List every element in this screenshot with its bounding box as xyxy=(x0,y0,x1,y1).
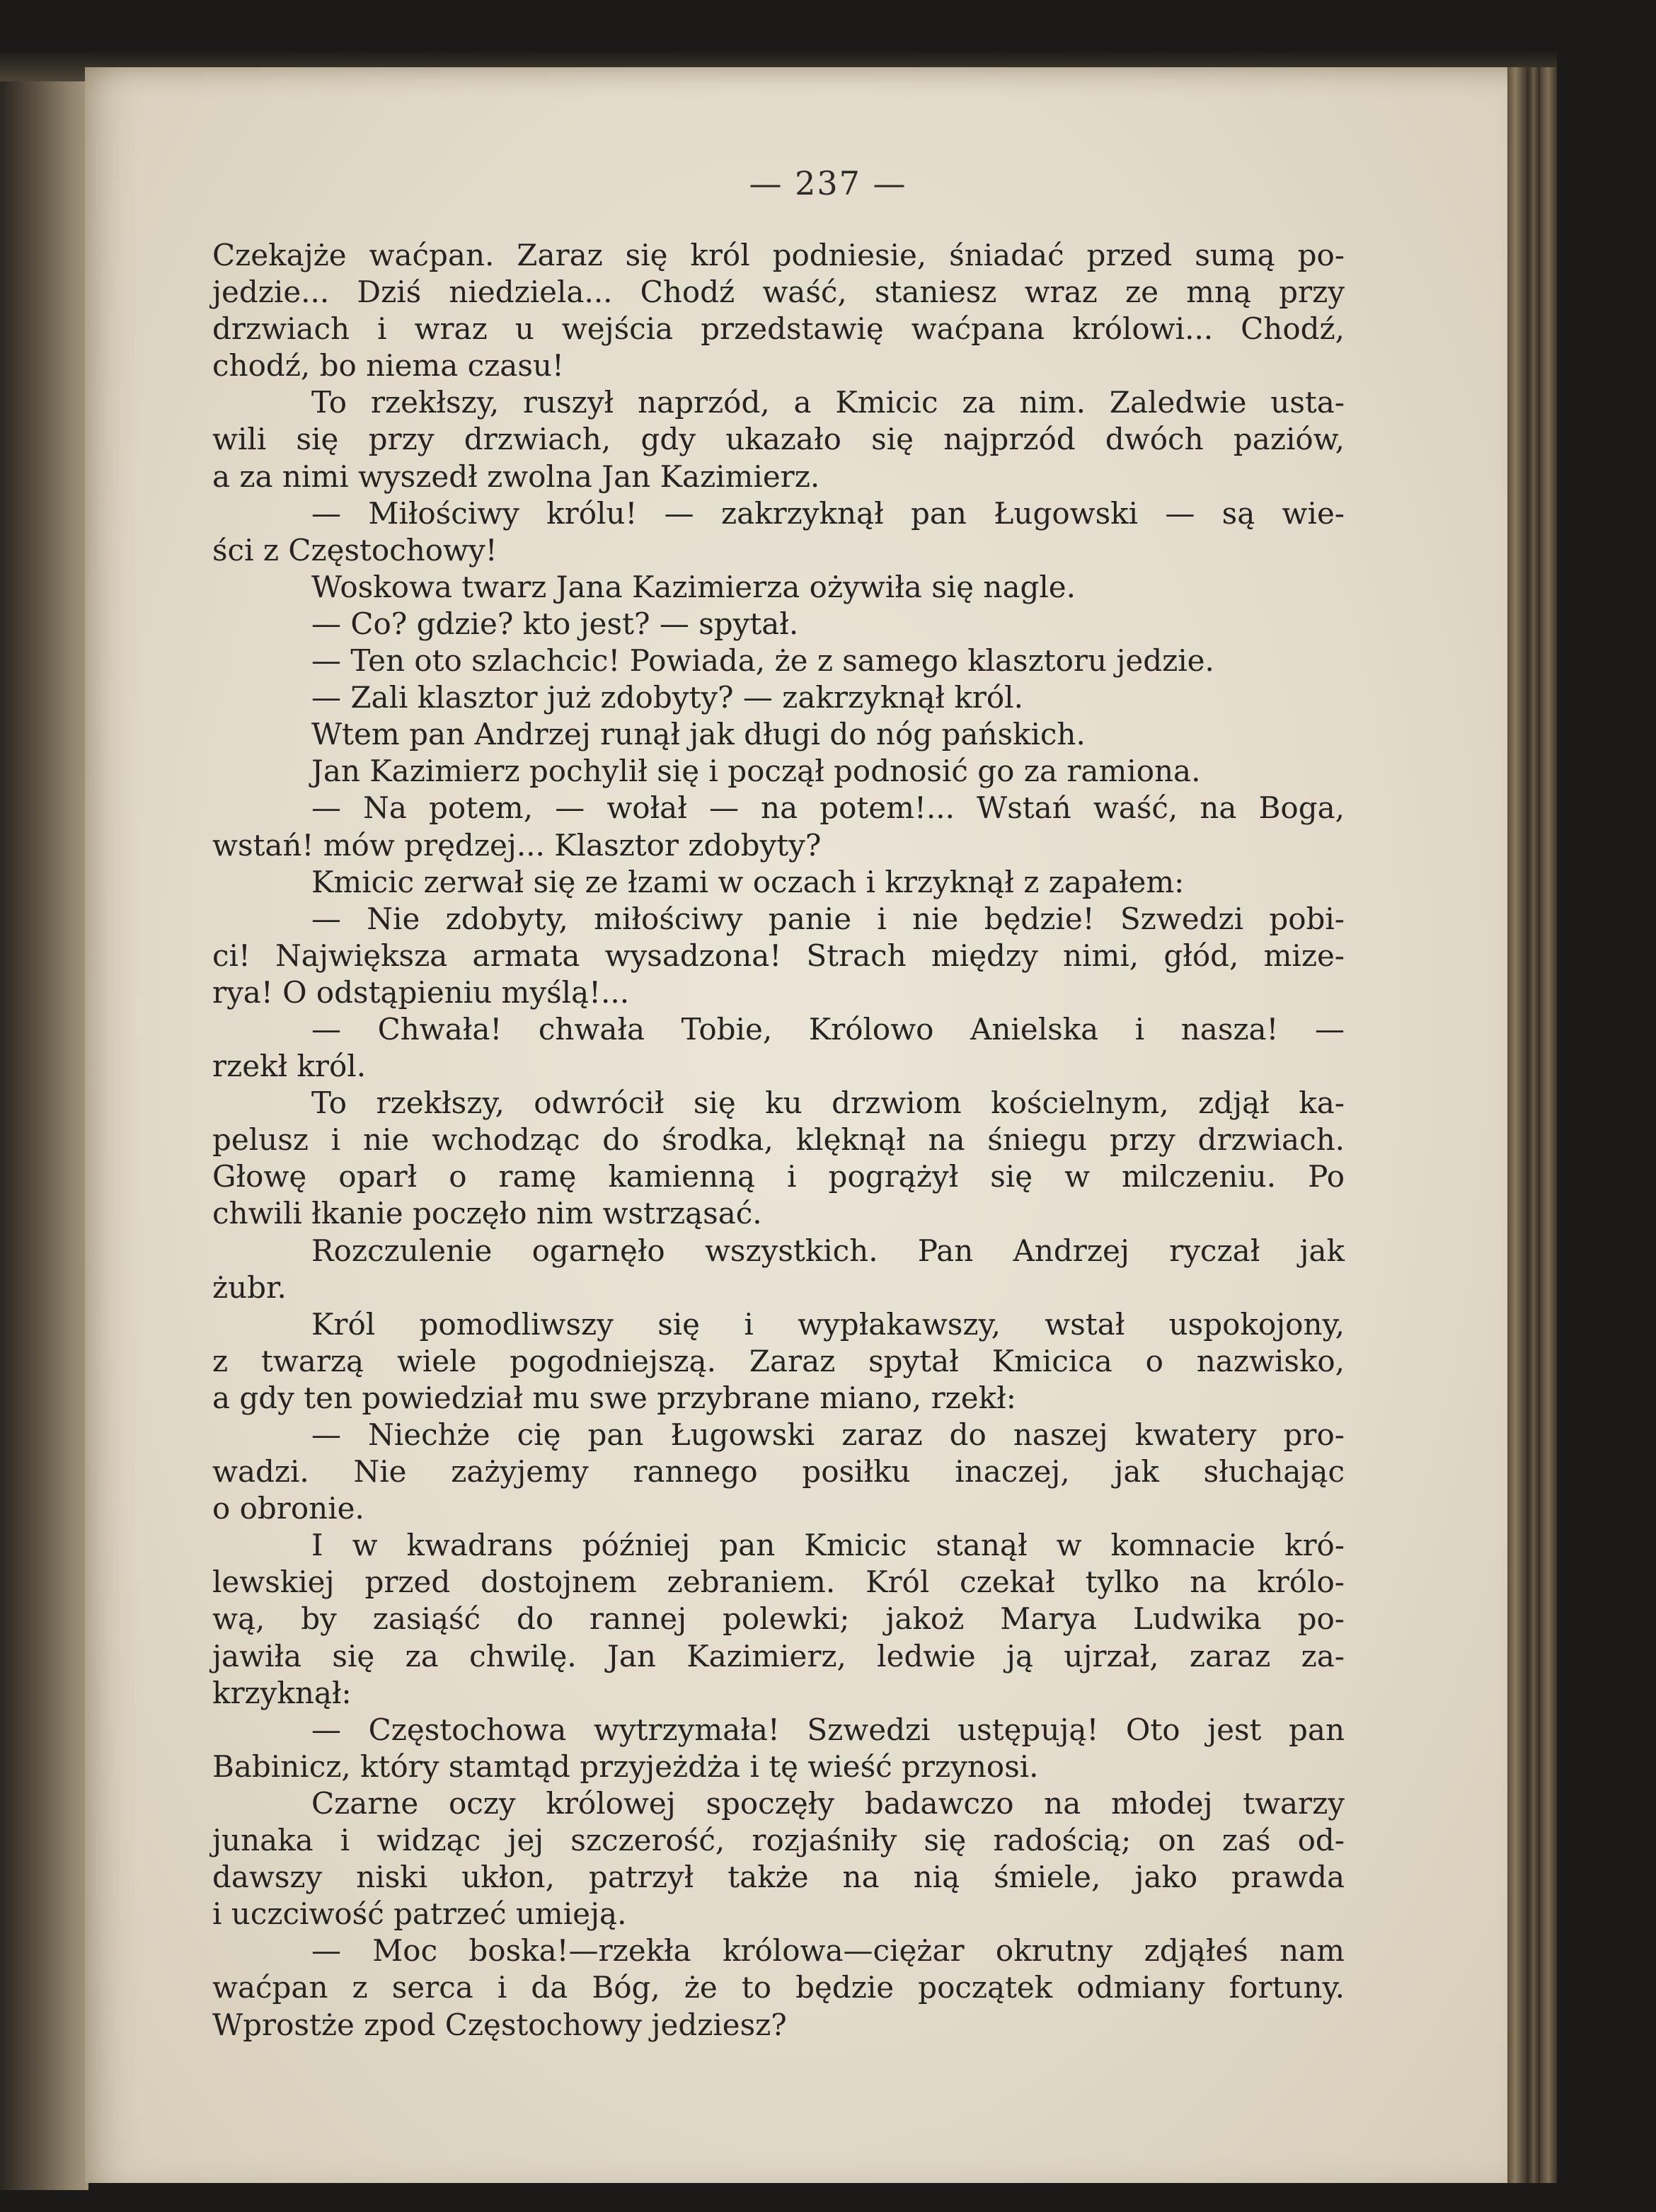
text-line: lewskiej przed dostojnem zebraniem. Król czekał tylko na królo- xyxy=(212,1565,1345,1600)
text-line: Woskowa twarz Jana Kazimierza ożywiła się nagle. xyxy=(311,569,1076,604)
text-line: To rzekłszy, ruszył naprzód, a Kmicic za nim. Zaledwie usta- xyxy=(311,385,1345,420)
text-line: z twarzą wiele pogodniejszą. Zaraz spytał Kmicica o nazwisko, xyxy=(212,1343,1345,1378)
text-line: wadzi. Nie zażyjemy rannego posiłku inaczej, jak słuchając xyxy=(212,1454,1345,1490)
text-line: i uczciwość patrzeć umieją. xyxy=(212,1896,627,1932)
body-text xyxy=(212,237,1345,2044)
text-line: dawszy niski ukłon, patrzył także na nią śmiele, jako prawda xyxy=(212,1860,1345,1895)
text-line: — Częstochowa wytrzymała! Szwedzi ustępują! Oto jest pan xyxy=(311,1712,1345,1747)
text-line: Babinicz, który stamtąd przyjeżdża i tę wieść przynosi. xyxy=(212,1749,1039,1784)
text-line: I w kwadrans później pan Kmicic stanął w komnacie kró- xyxy=(311,1528,1345,1563)
text-line: Głowę oparł o ramę kamienną i pogrążył się w milczeniu. Po xyxy=(212,1159,1345,1194)
text-line: jawiła się za chwilę. Jan Kazimierz, ledwie ją ujrzał, zaraz za- xyxy=(212,1638,1345,1674)
text-line: — Niechże cię pan Ługowski zaraz do naszej kwatery pro- xyxy=(311,1417,1345,1452)
text-line: — Nie zdobyty, miłościwy panie i nie będzie! Szwedzi pobi- xyxy=(311,901,1345,936)
text-line: drzwiach i wraz u wejścia przedstawię waćpana królowi... Chodź, xyxy=(212,311,1345,347)
text-line: Wtem pan Andrzej runął jak długi do nóg pańskich. xyxy=(311,717,1086,752)
text-line: Jan Kazimierz pochylił się i począł podnosić go za ramiona. xyxy=(311,754,1201,789)
page-stack-edge xyxy=(1507,67,1527,2183)
text-line: a za nimi wyszedł zwolna Jan Kazimierz. xyxy=(212,459,820,494)
text-line: Kmicic zerwał się ze łzami w oczach i krzyknął z zapałem: xyxy=(311,864,1185,899)
text-line: Rozczulenie ogarnęło wszystkich. Pan Andrzej ryczał jak xyxy=(311,1233,1345,1268)
text-line: Wprostże zpod Częstochowy jedziesz? xyxy=(212,2007,787,2042)
text-line: junaka i widząc jej szczerość, rozjaśniły się radością; on zaś od- xyxy=(212,1823,1345,1858)
page-number: — 237 — xyxy=(749,164,907,202)
text-line: o obronie. xyxy=(212,1491,364,1526)
text-line: — Ten oto szlachcic! Powiada, że z samego klasztoru jedzie. xyxy=(311,643,1214,679)
text-line: chodź, bo niema czasu! xyxy=(212,348,564,384)
text-line: — Na potem, — wołał — na potem!... Wstań waść, na Boga, xyxy=(311,790,1345,826)
text-line: wili się przy drzwiach, gdy ukazało się najprzód dwóch paziów, xyxy=(212,422,1345,457)
text-line: rzekł król. xyxy=(212,1049,367,1084)
text-line: — Co? gdzie? kto jest? — spytał. xyxy=(311,606,799,641)
text-line: ści z Częstochowy! xyxy=(212,532,498,568)
text-line: krzyknął: xyxy=(212,1675,352,1710)
text-line: chwili łkanie poczęło nim wstrząsać. xyxy=(212,1196,762,1231)
text-line: To rzekłszy, odwrócił się ku drzwiom kościelnym, zdjął ka- xyxy=(311,1085,1345,1121)
text-line: — Zali klasztor już zdobyty? — zakrzyknął król. xyxy=(311,680,1023,715)
page-stack-edge xyxy=(1527,67,1540,2183)
left-page-edge xyxy=(0,81,88,2190)
text-line: wstań! mów prędzej... Klasztor zdobyty? xyxy=(212,827,822,863)
text-line: jedzie... Dziś niedziela... Chodź waść, staniesz wraz ze mną przy xyxy=(212,275,1345,310)
text-line: ci! Największa armata wysadzona! Strach między nimi, głód, mize- xyxy=(212,938,1345,973)
text-line: Czekajże waćpan. Zaraz się król podniesie, śniadać przed sumą po- xyxy=(212,238,1345,272)
text-line: — Chwała! chwała Tobie, Królowo Anielska i nasza! — xyxy=(311,1011,1345,1047)
text-line: Czarne oczy królowej spoczęły badawczo na młodej twarzy xyxy=(311,1785,1345,1821)
text-line: waćpan z serca i da Bóg, że to będzie początek odmiany fortuny. xyxy=(212,1970,1345,2005)
text-line: Król pomodliwszy się i wypłakawszy, wstał uspokojony, xyxy=(311,1306,1345,1342)
text-line: — Miłościwy królu! — zakrzyknął pan Ługowski — są wie- xyxy=(311,495,1345,531)
text-line: a gdy ten powiedział mu swe przybrane miano, rzekł: xyxy=(212,1380,1016,1415)
book-cover-edge xyxy=(1540,67,1557,2183)
text-line: rya! O odstąpieniu myślą!... xyxy=(212,974,630,1010)
text-line: pelusz i nie wchodząc do środka, klęknął na śniegu przy drzwiach. xyxy=(212,1122,1345,1158)
text-line: wą, by zasiąść do rannej polewki; jakoż Marya Ludwika po- xyxy=(212,1601,1345,1637)
text-line: — Moc boska!—rzekła królowa—ciężar okrutny zdjąłeś nam xyxy=(311,1933,1345,1969)
text-line: żubr. xyxy=(212,1269,287,1305)
